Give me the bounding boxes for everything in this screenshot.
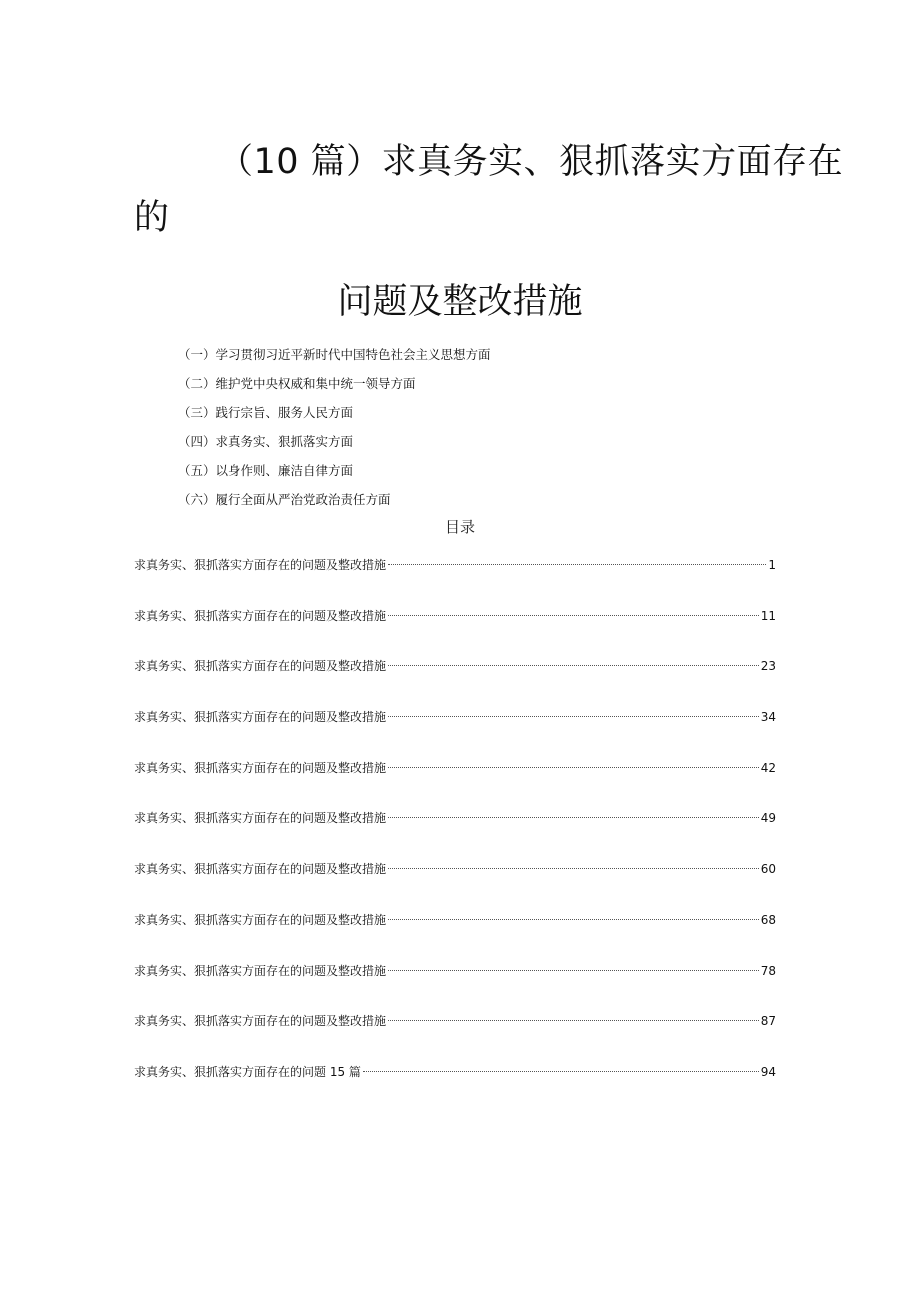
toc-dot-leader <box>388 868 759 869</box>
toc-entry-title: 求真务实、狠抓落实方面存在的问题及整改措施 <box>134 659 387 674</box>
toc-dot-leader <box>388 970 759 971</box>
toc-dot-leader <box>388 919 759 920</box>
section-item: （四）求真务实、狠抓落实方面 <box>178 434 354 449</box>
toc-entry-page-number: 11 <box>760 608 776 623</box>
toc-dot-leader <box>388 817 759 818</box>
toc-entry-page-number: 34 <box>760 710 776 725</box>
toc-entry-title: 求真务实、狠抓落实方面存在的问题及整改措施 <box>134 1014 387 1029</box>
toc-entry-title: 求真务实、狠抓落实方面存在的问题及整改措施 <box>134 811 387 826</box>
table-of-contents <box>134 555 776 1113</box>
toc-entry[interactable] <box>134 859 776 910</box>
toc-entry[interactable] <box>134 555 776 606</box>
toc-entry-page-number: 42 <box>760 760 776 775</box>
toc-entry-page-number: 1 <box>768 558 776 572</box>
toc-entry-page-number: 87 <box>760 1014 776 1029</box>
toc-dot-leader <box>388 564 766 565</box>
toc-entry-title: 求真务实、狠抓落实方面存在的问题 15 篇 <box>134 1064 361 1079</box>
section-item: （二）维护党中央权威和集中统一领导方面 <box>178 376 416 391</box>
section-item: （三）践行宗旨、服务人民方面 <box>178 405 354 420</box>
toc-entry[interactable] <box>134 1062 776 1113</box>
document-title-line-1: （10 篇）求真务实、狠抓落实方面存在 <box>218 142 844 182</box>
toc-dot-leader <box>388 1020 759 1021</box>
document-title-line-2: 的 <box>134 198 170 238</box>
section-item: （一）学习贯彻习近平新时代中国特色社会主义思想方面 <box>178 347 491 362</box>
toc-dot-leader <box>388 767 759 768</box>
toc-entry-page-number: 94 <box>760 1064 776 1079</box>
section-list <box>178 345 491 519</box>
toc-entry[interactable] <box>134 961 776 1012</box>
section-item: （五）以身作则、廉洁自律方面 <box>178 463 354 478</box>
toc-entry[interactable] <box>134 808 776 859</box>
toc-entry-page-number: 23 <box>760 659 776 674</box>
toc-entry[interactable] <box>134 910 776 961</box>
toc-entry-title: 求真务实、狠抓落实方面存在的问题及整改措施 <box>134 558 387 572</box>
toc-entry[interactable] <box>134 1011 776 1062</box>
toc-entry-page-number: 49 <box>760 811 776 826</box>
toc-entry[interactable] <box>134 707 776 758</box>
toc-entry-title: 求真务实、狠抓落实方面存在的问题及整改措施 <box>134 862 387 877</box>
toc-entry-title: 求真务实、狠抓落实方面存在的问题及整改措施 <box>134 608 387 623</box>
toc-entry-title: 求真务实、狠抓落实方面存在的问题及整改措施 <box>134 710 387 725</box>
toc-dot-leader <box>388 615 759 616</box>
toc-dot-leader <box>388 716 759 717</box>
toc-entry[interactable] <box>134 758 776 809</box>
toc-entry-title: 求真务实、狠抓落实方面存在的问题及整改措施 <box>134 760 387 775</box>
toc-dot-leader <box>388 665 759 666</box>
toc-heading: 目录 <box>444 518 475 536</box>
toc-entry-page-number: 60 <box>760 862 776 877</box>
toc-entry-title: 求真务实、狠抓落实方面存在的问题及整改措施 <box>134 912 387 927</box>
toc-dot-leader <box>363 1071 759 1072</box>
toc-entry-title: 求真务实、狠抓落实方面存在的问题及整改措施 <box>134 963 387 978</box>
document-title-line-3: 问题及整改措施 <box>337 282 583 322</box>
section-item: （六）履行全面从严治党政治责任方面 <box>178 492 391 507</box>
toc-entry[interactable] <box>134 606 776 657</box>
toc-entry-page-number: 68 <box>760 912 776 927</box>
toc-entry[interactable] <box>134 656 776 707</box>
toc-entry-page-number: 78 <box>760 963 776 978</box>
